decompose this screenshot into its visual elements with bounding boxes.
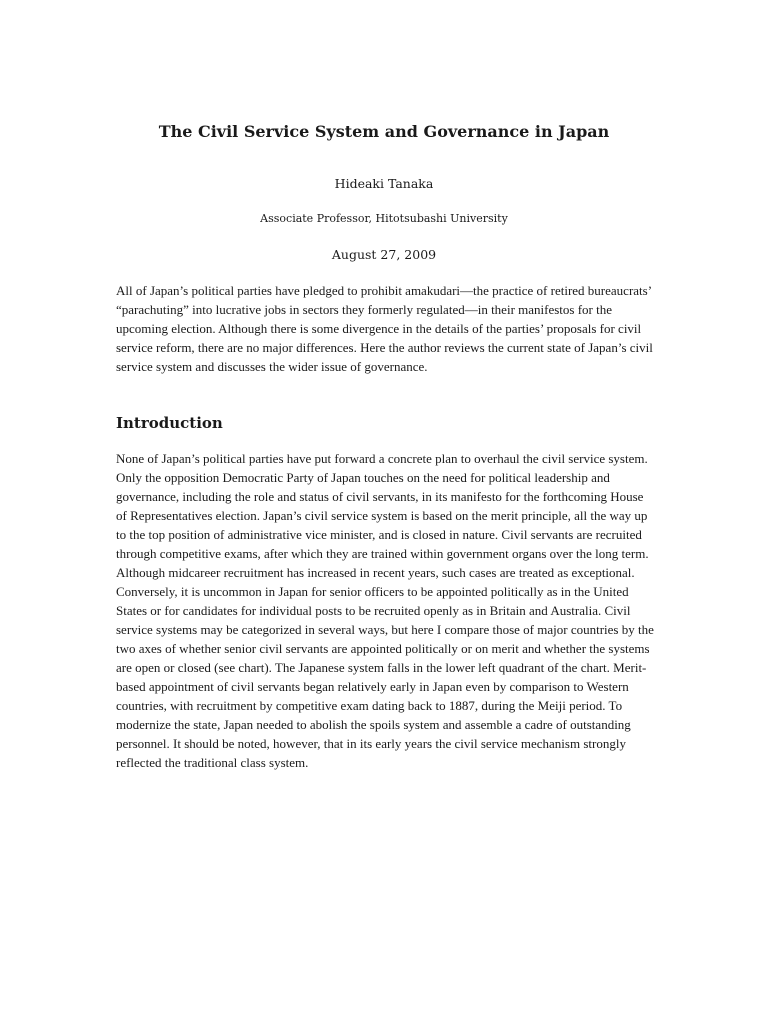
abstract-paragraph: All of Japan’s political parties have pledged to prohibit amakudari—the practice of retired bureaucrats’ “parachuting” into lucrative jobs in sectors they formerly regulated—in their manifestos for the upcoming election. Although there is some divergence in the details of the parties’ proposals for civil service reform, there are no major differences. Here the author reviews the current state of Japan’s civil service system and discusses the wider issue of governance.	[116, 283, 653, 374]
publication-date: August 27, 2009	[331, 247, 437, 262]
document-title: The Civil Service System and Governance in Japan	[158, 122, 610, 141]
introduction-paragraph: None of Japan’s political parties have put forward a concrete plan to overhaul the civil service system. Only the opposition Democratic Party of Japan touches on the need for political leadership and governance, including the role and status of civil servants, in its manifesto for the forthcoming House of Representatives election. Japan’s civil service system is based on the merit principle, all the way up to the top position of administrative vice minister, and is closed in nature. Civil servants are recruited through competitive exams, after which they are trained within government organs over the long term. Although midcareer recruitment has increased in recent years, such cases are treated as exceptional. Conversely, it is uncommon in Japan for senior officers to be appointed politically as in the United States or for candidates for individual posts to be recruited openly as in Britain and Australia. Civil service systems may be categorized in several ways, but here I compare those of major countries by the two axes of whether senior civil servants are appointed politically or on merit and whether the systems are open or closed (see chart). The Japanese system falls in the lower left quadrant of the chart. Merit-based appointment of civil servants began relatively early in Japan even by comparison to Western countries, with recruitment by competitive exam dating back to 1887, during the Meiji period. To modernize the state, Japan needed to abolish the spoils system and assemble a cadre of outstanding personnel. It should be noted, however, that in its early years the civil service mechanism strongly reflected the traditional class system.	[116, 451, 654, 770]
section-heading-introduction: Introduction	[116, 414, 223, 432]
author-name: Hideaki Tanaka	[334, 176, 434, 191]
author-affiliation: Associate Professor, Hitotsubashi University	[260, 212, 508, 225]
